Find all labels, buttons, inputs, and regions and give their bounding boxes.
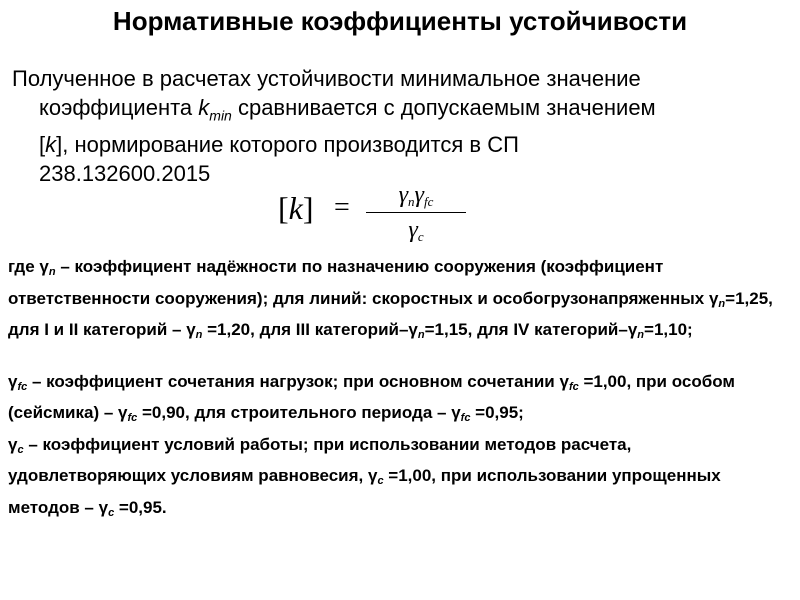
k-min-symbol: k [198,95,210,120]
intro-line-2: коэффициента $k_{min}$ сравнивается с допускаемым значением [39,95,656,124]
gamma-n-definition: где $\gamma_n$ – коэффициент надёжности по назначению сооружения (коэффициент ответственности сооружения); для линий: скоростных и особогрузонапряженных $\gamma_n=1,25$, для I и II категорий – $\gamma_n =1,20$, для III категорий–$\gamma_n=1,15$, для IV категорий–$\gamma_n=1,10$; [8,257,773,341]
formula-numerator: $\gamma_n\gamma_{fc}$ [398,182,434,209]
intro-line-3: [k], нормирование которого производится в СП [39,132,519,158]
stability-formula [278,182,468,252]
gamma-c-definition: $\gamma_c$ – коэффициент условий работы; при использовании методов расчета, удовлетворяющих условиям равновесия, $\gamma_c =1,00$, при использовании упрощенных методов – $\gamma_c =0,95$. [8,434,721,519]
formula-denominator: $\gamma_c$ [408,217,424,244]
gamma-fc-definition: $\gamma_{fc}$ – коэффициент сочетания нагрузок; при основном сочетании $\gamma_{fc} =1,00$, при особом (сейсмика) – $\gamma_{fc} =0,90$, для строительного периода – $\gamma_{fc} =0,95$; [8,371,735,424]
intro-line-1: Полученное в расчетах устойчивости минимальное значение [12,66,641,91]
definitions [8,254,792,526]
fraction-bar [366,212,466,213]
intro-line-4: 238.132600.2015 [39,161,211,187]
slide-title: Нормативные коэффициенты устойчивости [112,6,688,36]
formula-lhs: [k] [278,190,314,226]
intro-paragraph [12,64,792,188]
k-symbol: k [45,132,57,158]
formula-equals: = [334,192,350,223]
